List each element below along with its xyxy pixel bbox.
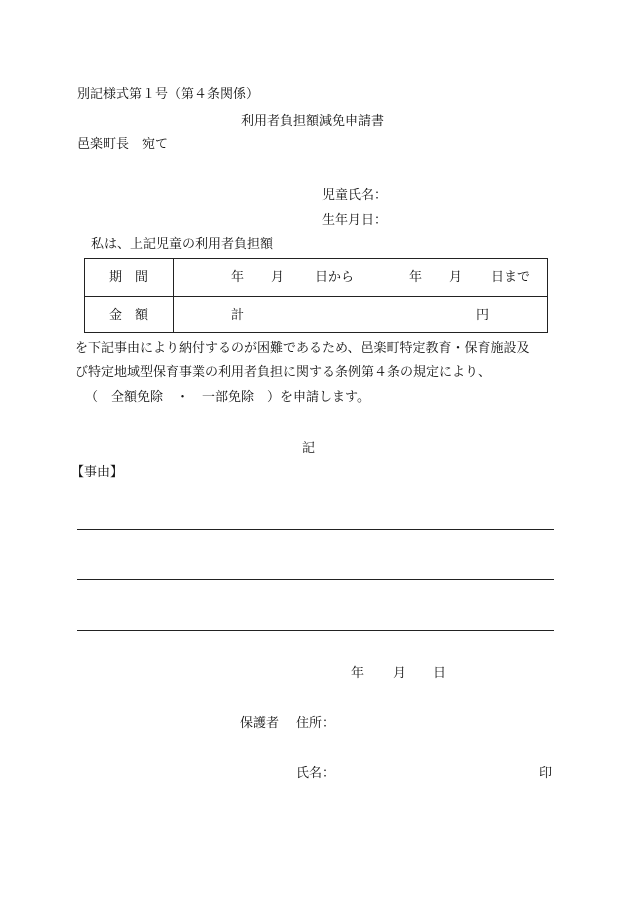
intro-text: 私は、上記児童の利用者負担額 [91, 237, 274, 252]
reason-line-3 [77, 630, 554, 631]
reason-line-1 [77, 529, 554, 530]
reason-line-2 [77, 579, 554, 580]
ki-heading: 記 [302, 441, 316, 456]
period-header: 期 間 [109, 270, 149, 285]
child-name-label: 児童氏名： [322, 188, 388, 203]
birth-date-label: 生年月日： [322, 213, 388, 228]
period-to-day: 日まで [491, 270, 531, 285]
name-label: 氏名： [296, 766, 336, 781]
table-row-divider [85, 296, 547, 297]
period-to-month: 月 [449, 270, 463, 285]
period-from-day: 日から [315, 270, 355, 285]
amount-header: 金 額 [109, 308, 149, 323]
period-from-year: 年 [231, 270, 245, 285]
date-month: 月 [393, 666, 407, 681]
document-title: 利用者負担額減免申請書 [241, 114, 385, 129]
amount-total-label: 計 [231, 308, 245, 323]
form-number: 別記様式第１号（第４条関係） [77, 87, 260, 102]
date-year: 年 [351, 666, 365, 681]
reason-label: 【事由】 [71, 465, 124, 480]
guardian-label: 保護者 [240, 716, 280, 731]
period-from-month: 月 [271, 270, 285, 285]
seal-mark: 印 [539, 766, 553, 781]
period-to-year: 年 [409, 270, 423, 285]
address-label: 住所： [296, 716, 336, 731]
period-amount-table [84, 258, 548, 333]
body-line-1: を下記事由により納付するのが困難であるため、邑楽町特定教育・保育施設及 [75, 341, 530, 356]
body-line-3: （ 全額免除 ・ 一部免除 ）を申請します。 [85, 390, 370, 405]
table-column-divider [173, 259, 174, 332]
date-day: 日 [433, 666, 447, 681]
amount-unit: 円 [476, 308, 490, 323]
body-line-2: び特定地域型保育事業の利用者負担に関する条例第４条の規定により、 [75, 365, 492, 380]
addressee: 邑楽町長 宛て [77, 137, 169, 152]
